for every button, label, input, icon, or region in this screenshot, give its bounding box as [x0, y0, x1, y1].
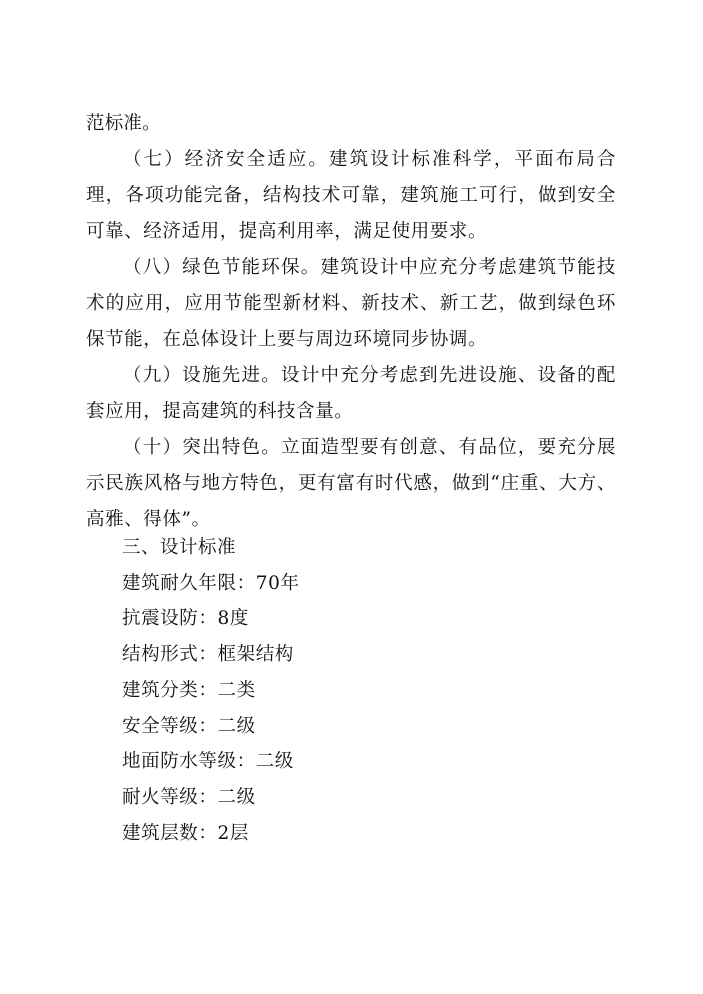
standard-item-waterproof: 地面防水等级：二级 — [122, 751, 294, 772]
principle-nine: （九）设施先进。设计中充分考虑到先进设施、设备的配套应用，提高建筑的科技含量。 — [86, 365, 616, 422]
standard-item-floors: 建筑层数：2层 — [122, 823, 249, 844]
continuation-line: 范标准。 — [86, 113, 161, 134]
standard-item-structure: 结构形式：框架结构 — [122, 644, 294, 665]
standard-item-seismic: 抗震设防：8度 — [122, 608, 249, 629]
section-heading: 三、设计标准 — [122, 537, 237, 558]
standard-item-durability: 建筑耐久年限：70年 — [122, 573, 300, 594]
principle-ten: （十）突出特色。立面造型要有创意、有品位，要充分展示民族风格与地方特色，更有富有时代感，做到“庄重、大方、高雅、得体”。 — [86, 437, 616, 530]
principle-eight: （八）绿色节能环保。建筑设计中应充分考虑建筑节能技术的应用，应用节能型新材料、新技术、新工艺，做到绿色环保节能，在总体设计上要与周边环境同步协调。 — [86, 257, 616, 350]
standard-item-fire: 耐火等级：二级 — [122, 787, 256, 808]
standard-item-safety: 安全等级：二级 — [122, 716, 256, 737]
principle-seven: （七）经济安全适应。建筑设计标准科学，平面布局合理，各项功能完备，结构技术可靠，建筑施工可行，做到安全可靠、经济适用，提高利用率，满足使用要求。 — [86, 149, 616, 242]
standard-item-classification: 建筑分类：二类 — [122, 680, 256, 701]
